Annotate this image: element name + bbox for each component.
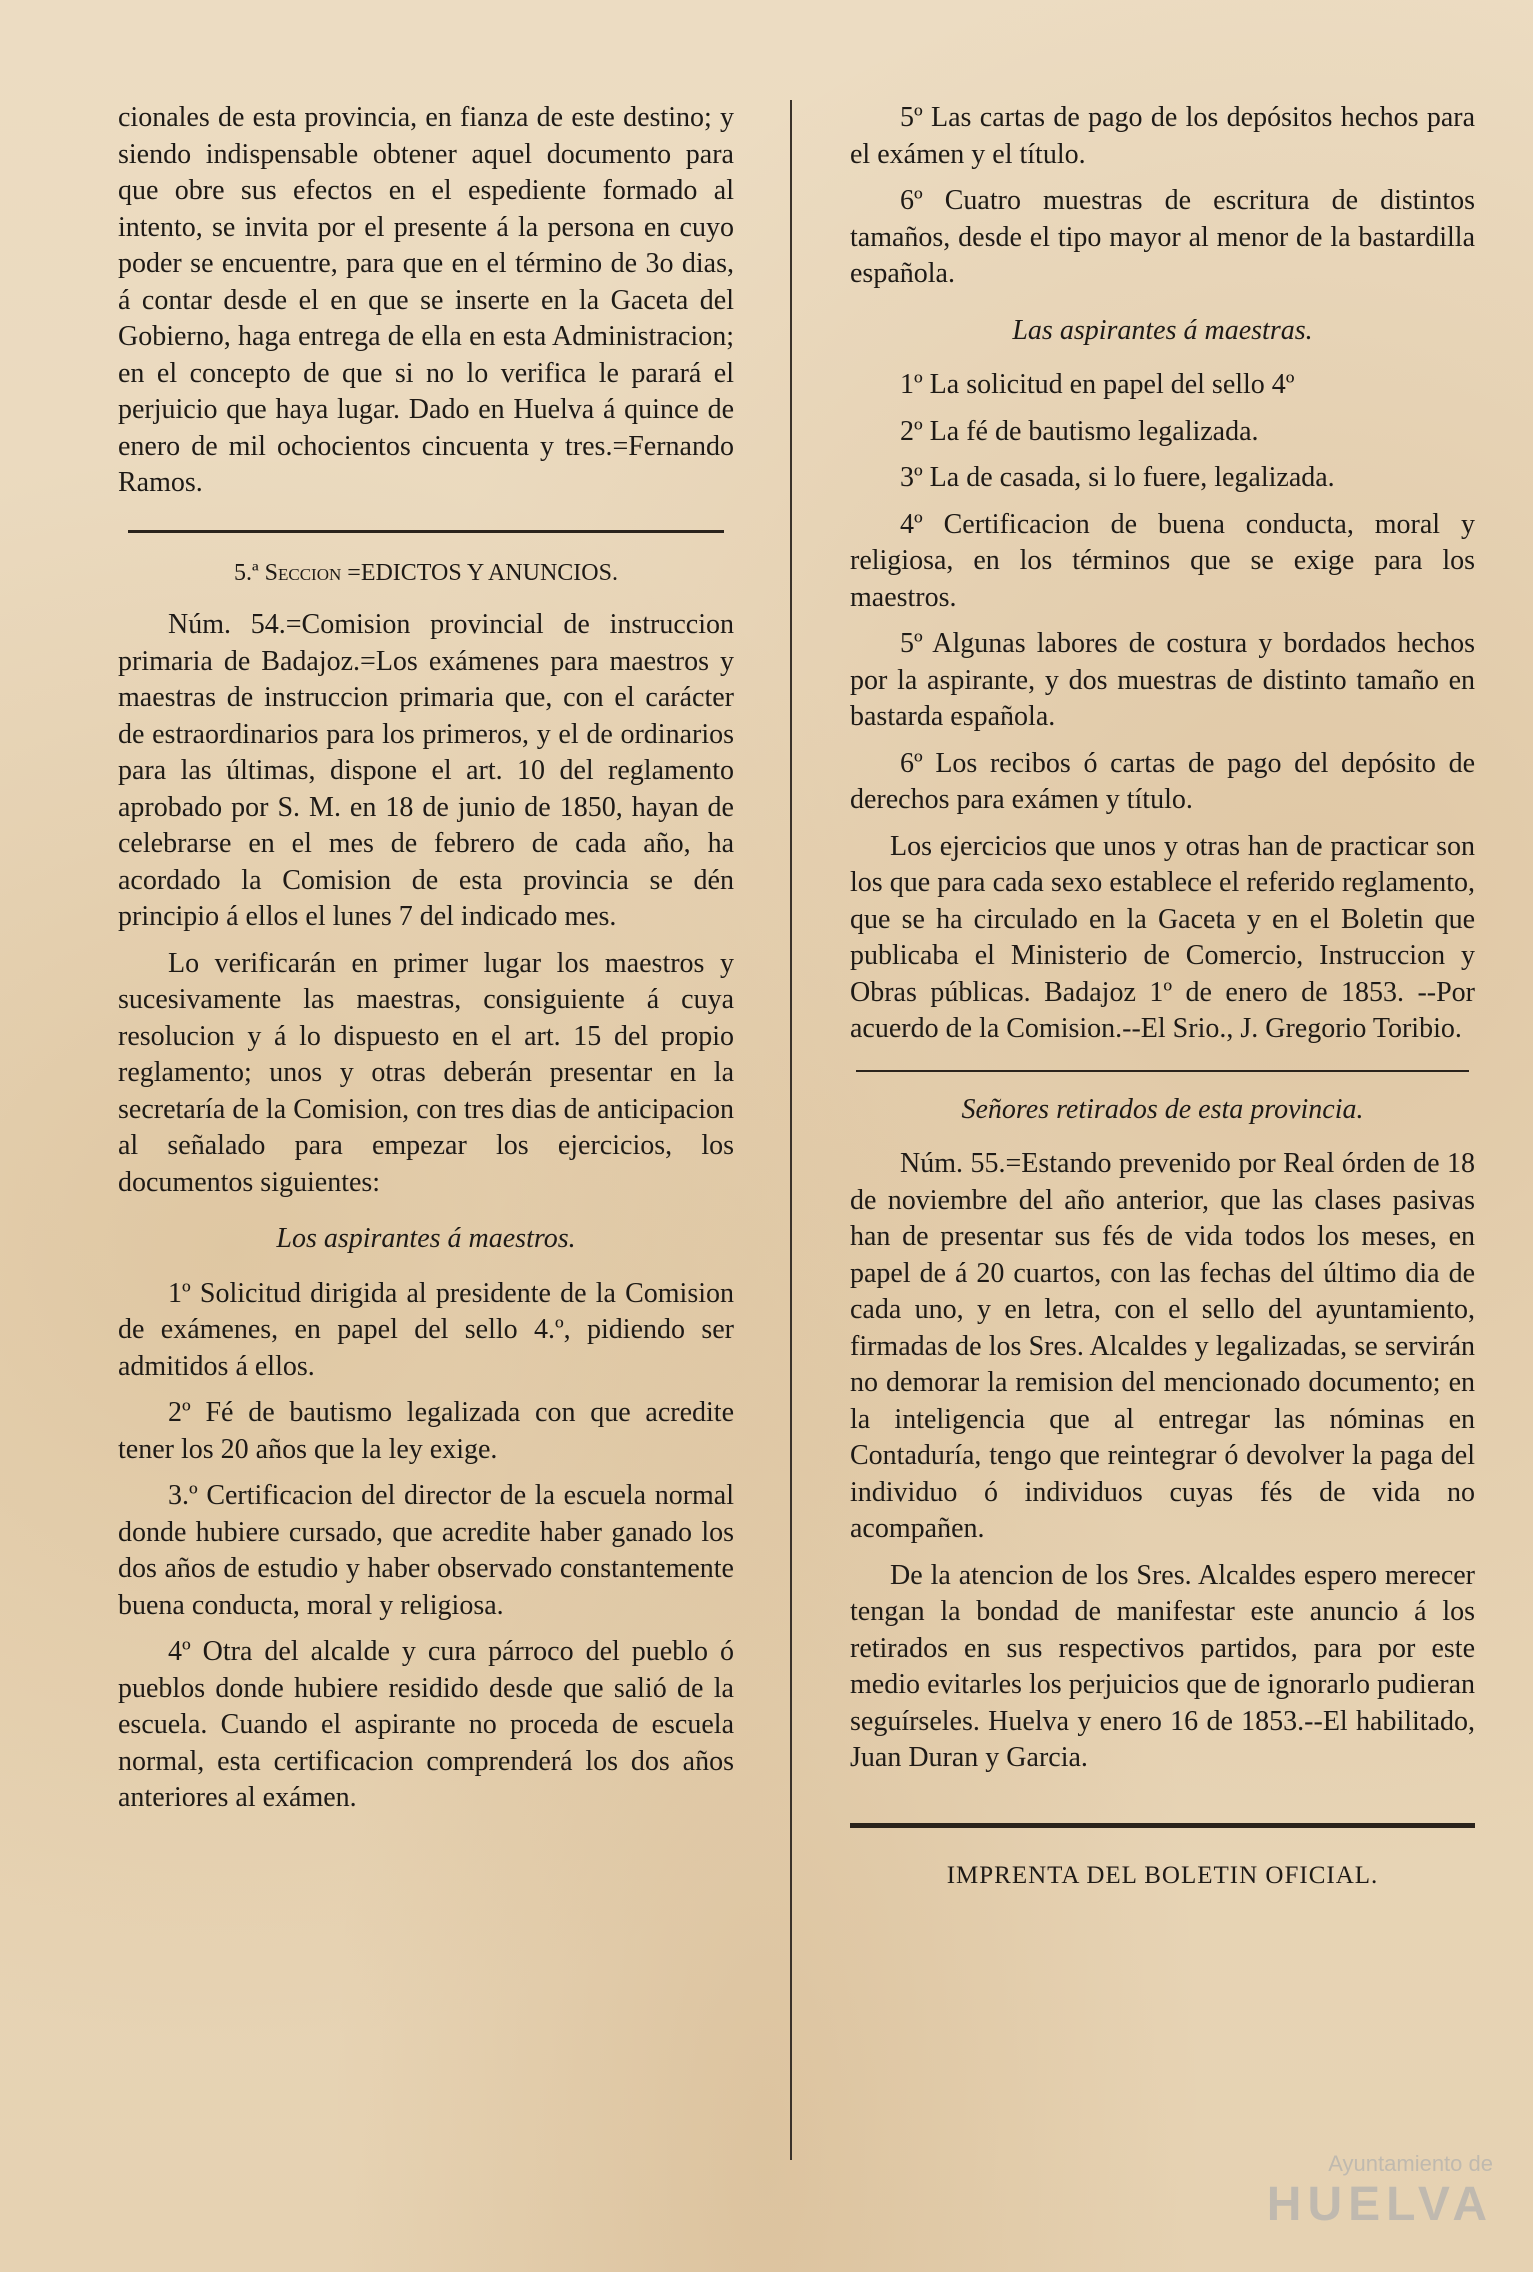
section-title: =EDICTOS Y ANUNCIOS. [347,559,618,586]
watermark-big-text: HUELVA [1266,2178,1493,2231]
requirement-maestras-4: 4º Certificacion de buena conducta, moral y religiosa, en los términos que se exige para los maestros. [850,508,1475,613]
notice-55-paragraph-1: Núm. 55.=Estando prevenido por Real órden de 18 de noviembre del año anterior, que las clases pasivas han de presentar sus fés de vida todos los meses, en papel de á 20 cuartos, con las fechas del último dia de cada uno, y en letra, con el sello del ayuntamiento, firmadas de los Sres. Alcaldes y legalizadas, se servirán no demorar la remision del mencionado documento; en la inteligencia que al entregar las nóminas en Contaduría, tengo que reintegrar ó devolver la paga del individuo ó individuos cuyas fés de vida no acompañen. [850,1148,1475,1544]
notice-55-paragraph-2: De la atencion de los Sres. Alcaldes espero merecer tengan la bondad de manifestar este anuncio á los retirados en sus respectivos partidos, para por este medio evitarles los perjuicios que de ignorarlo pudieran seguírseles. Huelva y enero 16 de 1853.--El habilitado, Juan Duran y Garcia. [850,1559,1475,1773]
notice-54-closing: Los ejercicios que unos y otras han de practicar son los que para cada sexo establece el referido reglamento, que se ha circulado en la Gaceta y en el Boletin que publicaba el Ministerio de Comercio, Instruccion y Obras públicas. Badajoz 1º de enero de 1853. --Por acuerdo de la Comision.--El Srio., J. Gregorio Toribio. [850,830,1475,1044]
requirement-maestros-1: 1º Solicitud dirigida al presidente de la Comision de exámenes, en papel del sello 4.º, pidiendo ser admitidos á ellos. [118,1277,734,1382]
requirement-maestras-1: 1º La solicitud en papel del sello 4º [900,369,1295,400]
requirement-maestros-6: 6º Cuatro muestras de escritura de distintos tamaños, desde el tipo mayor al menor de la bastardilla española. [850,185,1475,289]
notice-54-paragraph-2: Lo verificarán en primer lugar los maestros y sucesivamente las maestras, consiguiente á cuya resolucion y á lo dispuesto en el art. 15 del propio reglamento; unos y otras deberán presentar en la secretaría de la Comision, con tres dias de anticipacion al señalado para empezar los ejercicios, los documentos siguientes: [118,947,734,1198]
requirement-maestras-5: 5º Algunas labores de costura y bordados hechos por la aspirante, y dos muestras de distinto tamaño en bastarda española. [850,628,1475,732]
column-divider [790,100,792,2160]
requirement-maestras-3: 3º La de casada, si lo fuere, legalizada. [900,462,1335,493]
section-heading [118,555,734,592]
heading-retirados: Señores retirados de esta provincia. [961,1093,1364,1125]
requirement-maestros-3: 3.º Certificacion del director de la escuela normal donde hubiere cursado, que acredite haber ganado los dos años de estudio y haber observado constantemente buena conducta, moral y religiosa. [118,1480,734,1621]
left-column [118,100,734,1827]
section-rule [128,530,724,533]
watermark-small-text: Ayuntamiento de [1328,2151,1493,2176]
section-label: 5.ª Seccion [234,559,342,586]
requirement-maestras-6: 6º Los recibos ó cartas de pago del depósito de derechos para exámen y título. [850,747,1475,815]
imprint-line: IMPRENTA DEL BOLETIN OFICIAL. [946,1861,1379,1889]
requirement-maestros-2: 2º Fé de bautismo legalizada con que acredite tener los 20 años que la ley exige. [118,1397,734,1465]
notice-54-intro: Núm. 54.=Comision provincial de instruccion primaria de Badajoz.=Los exámenes para maestros y maestras de instruccion primaria que, con el carácter de estraordinarios para los primeros, y el de ordinarios para las últimas, dispone el art. 10 del reglamento aprobado por S. M. en 18 de junio de 1850, hayan de celebrarse en el mes de febrero de cada año, ha acordado la Comision de esta provincia se dén principio á ellos el lunes 7 del indicado mes. [118,609,734,932]
continued-notice: cionales de esta provincia, en fianza de este destino; y siendo indispensable obtener aquel documento para que obre sus efectos en el espediente formado al intento, se invita por el presente á la persona en cuyo poder se encuentre, para que en el término de 3o dias, á contar desde el en que se inserte en la Gaceta del Gobierno, haga entrega de ella en esta Administracion; en el concepto de que si no lo verifica le parará el perjuicio que haya lugar. Dado en Huelva á quince de enero de mil ochocientos cincuenta y tres.=Fernando Ramos. [118,102,734,498]
archive-watermark [1267,2151,1493,2232]
heading-aspirantes-maestras: Las aspirantes á maestras. [1012,314,1313,346]
imprint-rule [850,1823,1475,1828]
heading-aspirantes-maestros: Los aspirantes á maestros. [276,1223,576,1254]
requirement-maestros-4: 4º Otra del alcalde y cura párroco del pueblo ó pueblos donde hubiere residido desde que salió de la escuela. Cuando el aspirante no proceda de escuela normal, esta certificacion comprenderá los dos años anteriores al exámen. [118,1636,734,1813]
right-column [850,100,1475,1894]
notice-rule [856,1070,1469,1072]
requirement-maestros-5: 5º Las cartas de pago de los depósitos hechos para el exámen y el título. [850,102,1475,170]
requirement-maestras-2: 2º La fé de bautismo legalizada. [900,415,1259,447]
